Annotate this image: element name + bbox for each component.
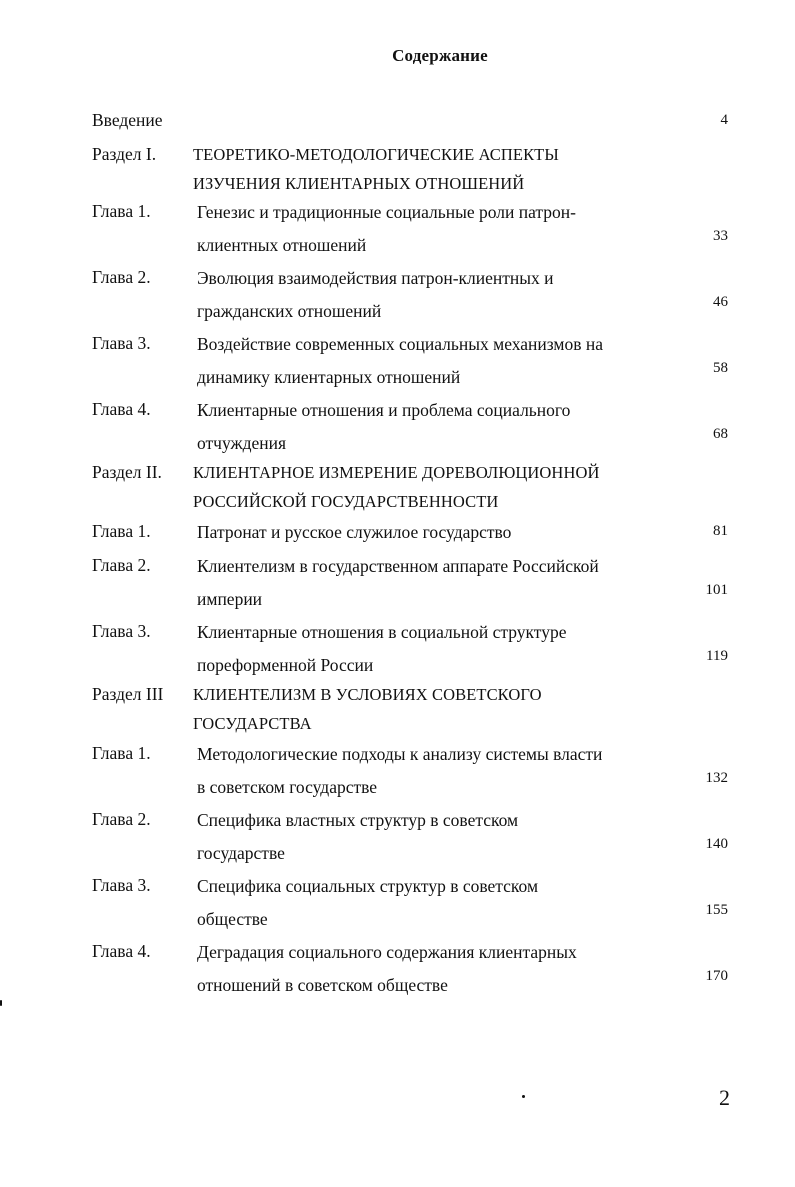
- toc-chapter-title: [197, 550, 697, 616]
- toc-label: Глава 4.: [92, 399, 151, 419]
- toc-line: Клиентарные отношения и проблема социального: [197, 400, 571, 420]
- toc-line: отношений в советском обществе: [197, 975, 448, 995]
- toc-page-number: 170: [705, 968, 728, 984]
- toc-line: КЛИЕНТЕЛИЗМ В УСЛОВИЯХ СОВЕТСКОГО: [193, 685, 542, 704]
- toc-chapter-title: [197, 870, 697, 936]
- toc-label: Глава 4.: [92, 941, 151, 961]
- toc-line: Генезис и традиционные социальные роли патрон-: [197, 202, 576, 222]
- toc-line: пореформенной России: [197, 655, 374, 675]
- toc-chapter-title: [197, 616, 697, 682]
- toc-label: Глава 3.: [92, 875, 151, 895]
- page-number: 2: [719, 1085, 730, 1110]
- toc-page-number: 155: [705, 902, 728, 918]
- toc-page-number: 58: [713, 360, 728, 376]
- toc-chapter-title: [197, 262, 697, 328]
- toc-label: Глава 1.: [92, 521, 151, 541]
- toc-chapter-title: [197, 394, 697, 460]
- toc-line: КЛИЕНТАРНОЕ ИЗМЕРЕНИЕ ДОРЕВОЛЮЦИОННОЙ: [193, 463, 600, 482]
- toc-section-title: [193, 458, 693, 516]
- toc-label: Глава 1.: [92, 743, 151, 763]
- toc-label: Раздел I.: [92, 144, 157, 164]
- toc-page-number: 132: [705, 770, 728, 786]
- scan-speck: [0, 1000, 2, 1006]
- toc-line: ТЕОРЕТИКО-МЕТОДОЛОГИЧЕСКИЕ АСПЕКТЫ: [193, 145, 559, 164]
- toc-label: Введение: [92, 110, 163, 130]
- toc-page-number: 119: [706, 648, 728, 664]
- toc-line: обществе: [197, 909, 268, 929]
- toc-section-title: [193, 140, 693, 198]
- page-title: Содержание: [392, 46, 488, 65]
- toc-line: Патронат и русское служилое государство: [197, 522, 512, 542]
- toc-section-title: [193, 680, 693, 738]
- toc-page-number: 68: [713, 426, 728, 442]
- toc-line: клиентных отношений: [197, 235, 367, 255]
- toc-line: Специфика властных структур в советском: [197, 810, 519, 830]
- toc-label: Раздел II.: [92, 462, 162, 482]
- toc-line: государстве: [197, 843, 285, 863]
- toc-line: РОССИЙСКОЙ ГОСУДАРСТВЕННОСТИ: [193, 492, 499, 511]
- toc-label: Глава 2.: [92, 267, 151, 287]
- toc-page-number: 81: [713, 523, 728, 539]
- toc-line: динамику клиентарных отношений: [197, 367, 461, 387]
- toc-label: Глава 1.: [92, 201, 151, 221]
- toc-chapter-title: [197, 328, 697, 394]
- toc-line: Методологические подходы к анализу системы власти: [197, 744, 603, 764]
- toc-chapter-title: [197, 738, 697, 804]
- toc-line: ГОСУДАРСТВА: [193, 714, 312, 733]
- toc-line: Специфика социальных структур в советском: [197, 876, 539, 896]
- toc-line: империи: [197, 589, 263, 609]
- toc-label: Глава 2.: [92, 555, 151, 575]
- toc-page-number: 33: [713, 228, 728, 244]
- toc-line: в советском государстве: [197, 777, 378, 797]
- toc-chapter-title: [197, 196, 697, 262]
- toc-line: отчуждения: [197, 433, 287, 453]
- toc-chapter-title: [197, 516, 697, 549]
- toc-line: гражданских отношений: [197, 301, 382, 321]
- toc-page-number: 4: [720, 112, 728, 128]
- toc-line: Воздействие современных социальных механизмов на: [197, 334, 604, 354]
- toc-label: Глава 3.: [92, 621, 151, 641]
- toc-page-number: 140: [705, 836, 728, 852]
- toc-line: ИЗУЧЕНИЯ КЛИЕНТАРНЫХ ОТНОШЕНИЙ: [193, 174, 525, 193]
- toc-page-number: 46: [713, 294, 728, 310]
- toc-page-number: 101: [705, 582, 728, 598]
- toc-chapter-title: [197, 804, 697, 870]
- toc-label: Раздел III: [92, 684, 164, 704]
- toc-label: Глава 2.: [92, 809, 151, 829]
- toc-chapter-title: [197, 936, 697, 1002]
- toc-line: Клиентарные отношения в социальной структуре: [197, 622, 567, 642]
- toc-line: Эволюция взаимодействия патрон-клиентных и: [197, 268, 554, 288]
- scan-speck: [522, 1095, 525, 1098]
- toc-line: Клиентелизм в государственном аппарате Российской: [197, 556, 599, 576]
- toc-line: Деградация социального содержания клиентарных: [197, 942, 577, 962]
- toc-label: Глава 3.: [92, 333, 151, 353]
